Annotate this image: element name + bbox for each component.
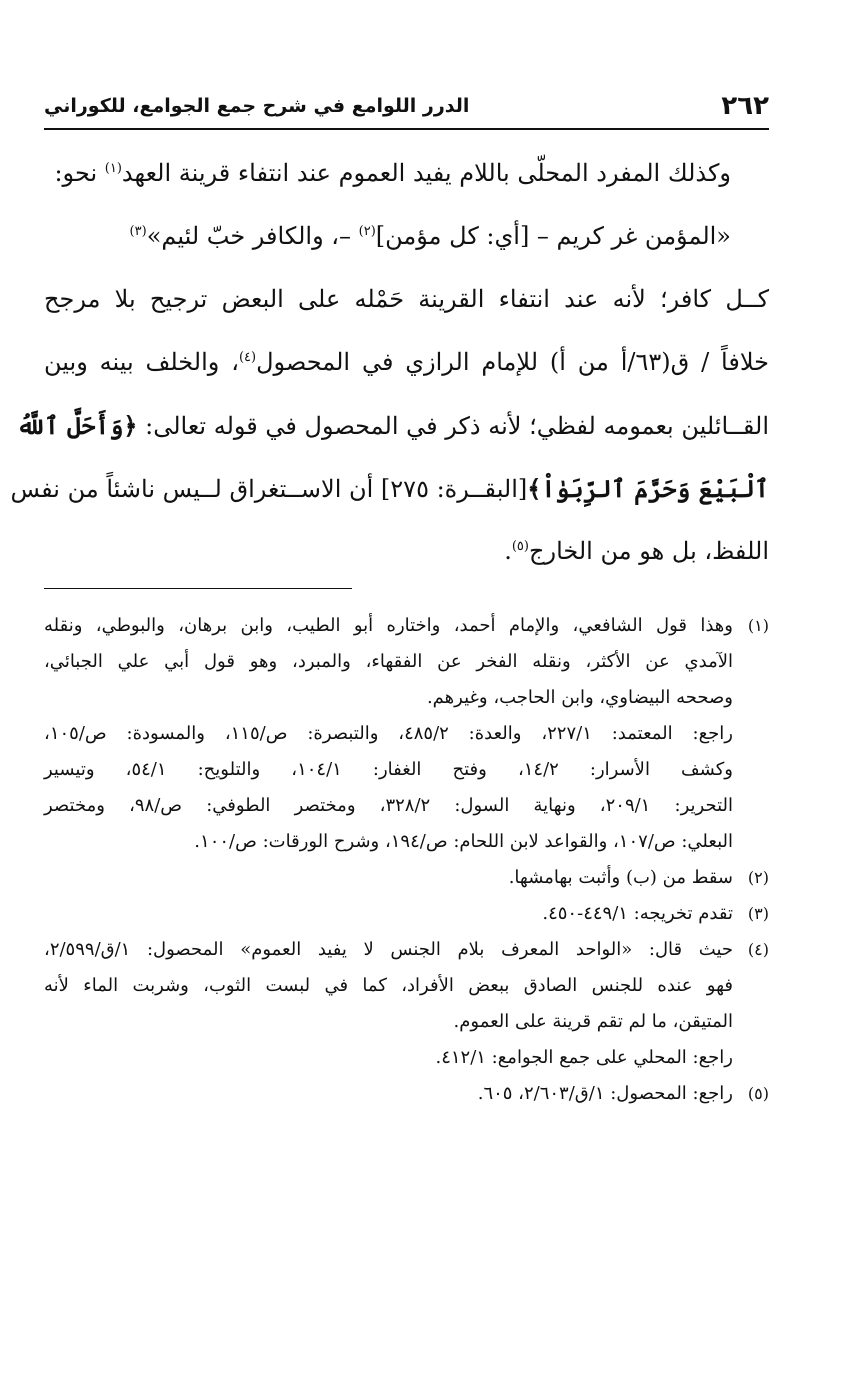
quran-verse-part-2: ٱلْبَيْعَ وَحَرَّمَ ٱلرِّبَوٰاْ﴾ [527, 474, 769, 503]
main-text [10, 142, 769, 583]
running-title: الدرر اللوامع في شرح جمع الجوامع، للكوراني [44, 95, 470, 117]
footnote-2 [44, 860, 769, 896]
text-span: وكذلك المفرد المحلّى باللام يفيد العموم عند انتفاء قرينة العهد [121, 159, 731, 187]
footnote-1-line-4: راجع: المعتمد: ٢٢٧/١، والعدة: ٤٨٥/٢، والتبصرة: ص/١١٥، والمسودة: ص/١٠٥، [44, 723, 733, 744]
footnote-marker-4: (٤) [747, 940, 769, 959]
text-span: ، والخلف بينه وبين [44, 348, 239, 376]
text-span: خلافاً / ق(٦٣/أ من أ) للإمام الرازي في المحصول [256, 348, 769, 376]
footnote-separator [44, 588, 352, 589]
text-span: . [504, 537, 512, 565]
quran-verse-part-1: ﴿وَأَحَلَّ ٱللَّهُ [16, 411, 138, 440]
footnote-4-line-2: فهو عنده للجنس الصادق ببعض الأفراد، كما في لبست الثوب، وشربت الماء لأنه [44, 975, 733, 996]
footnote-3 [44, 896, 769, 932]
footnote-marker-1: (١) [747, 616, 769, 635]
main-line-1 [44, 142, 769, 205]
footnote-1-line-1 [44, 608, 769, 644]
footnote-5 [44, 1076, 769, 1112]
footnote-1-line-5: وكشف الأسرار: ١٤/٢، وفتح الغفار: ١٠٤/١، والتلويح: ٥٤/١، وتيسير [44, 759, 733, 780]
page-number: ٢٦٢ [721, 91, 769, 121]
footnote-marker-2: (٢) [747, 868, 769, 887]
footnotes [44, 608, 769, 1112]
footnote-ref-1: (١) [104, 161, 122, 176]
header-rule [44, 128, 769, 130]
footnote-1-line-3: وصححه البيضاوي، وابن الحاجب، وغيرهم. [426, 687, 733, 708]
footnote-4-line-1 [44, 932, 769, 968]
text-span: راجع: المحصول: ١/ق/٢/٦٠٣، ٦٠٥. [477, 1083, 733, 1104]
main-line-5 [16, 394, 769, 457]
main-line-4 [44, 331, 769, 394]
footnote-4-line-3: المتيقن، ما لم تقم قرينة على العموم. [453, 1011, 733, 1032]
footnote-ref-3: (٣) [129, 224, 147, 239]
main-line-7 [44, 520, 769, 583]
text-span: سقط من (ب) وأثبت بهامشها. [508, 867, 733, 888]
footnote-1-line-7: البعلي: ص/١٠٧، والقواعد لابن اللحام: ص/١٩٤، وشرح الورقات: ص/١٠٠. [194, 831, 733, 852]
text-span: –، والكافر خبّ لئيم» [146, 222, 359, 250]
footnote-marker-5: (٥) [747, 1084, 769, 1103]
text-span: [البقــرة: ٢٧٥] أن الاســتغراق لــيس ناشئاً من نفس [10, 475, 528, 503]
text-span: تقدم تخريجه: ٤٤٩/١-٤٥٠. [542, 903, 733, 924]
text-span: نحو: [54, 159, 105, 187]
page-header [44, 86, 769, 126]
text-span: «المؤمن غر كريم – [أي: كل مؤمن] [375, 222, 731, 250]
footnote-4-line-4: راجع: المحلي على جمع الجوامع: ٤١٢/١. [435, 1047, 733, 1068]
footnote-1-line-2: الآمدي عن الأكثر، ونقله الفخر عن الفقهاء، والمبرد، وهو قول أبي علي الجبائي، [44, 651, 733, 672]
text-span: القــائلين بعمومه لفظي؛ لأنه ذكر في المحصول في قوله تعالى: [137, 412, 769, 440]
main-line-3: كــل كافر؛ لأنه عند انتفاء القرينة حَمْله على البعض ترجيح بلا مرجح [44, 285, 769, 313]
footnote-ref-5: (٥) [511, 539, 529, 554]
footnote-ref-4: (٤) [238, 350, 257, 365]
text-span: حيث قال: «الواحد المعرف بلام الجنس لا يفيد العموم» المحصول: ١/ق/٢/٥٩٩، [44, 939, 733, 960]
text-span: اللفظ، بل هو من الخارج [528, 537, 769, 565]
main-line-2 [44, 205, 769, 268]
footnote-1-line-6: التحرير: ٢٠٩/١، ونهاية السول: ٣٢٨/٢، ومختصر الطوفي: ص/٩٨، ومختصر [44, 795, 733, 816]
main-line-6 [10, 457, 769, 520]
footnote-marker-3: (٣) [747, 904, 769, 923]
text-span: وهذا قول الشافعي، والإمام أحمد، واختاره أبو الطيب، وابن برهان، والبوطي، ونقله [44, 615, 733, 636]
footnote-ref-2: (٢) [358, 224, 376, 239]
